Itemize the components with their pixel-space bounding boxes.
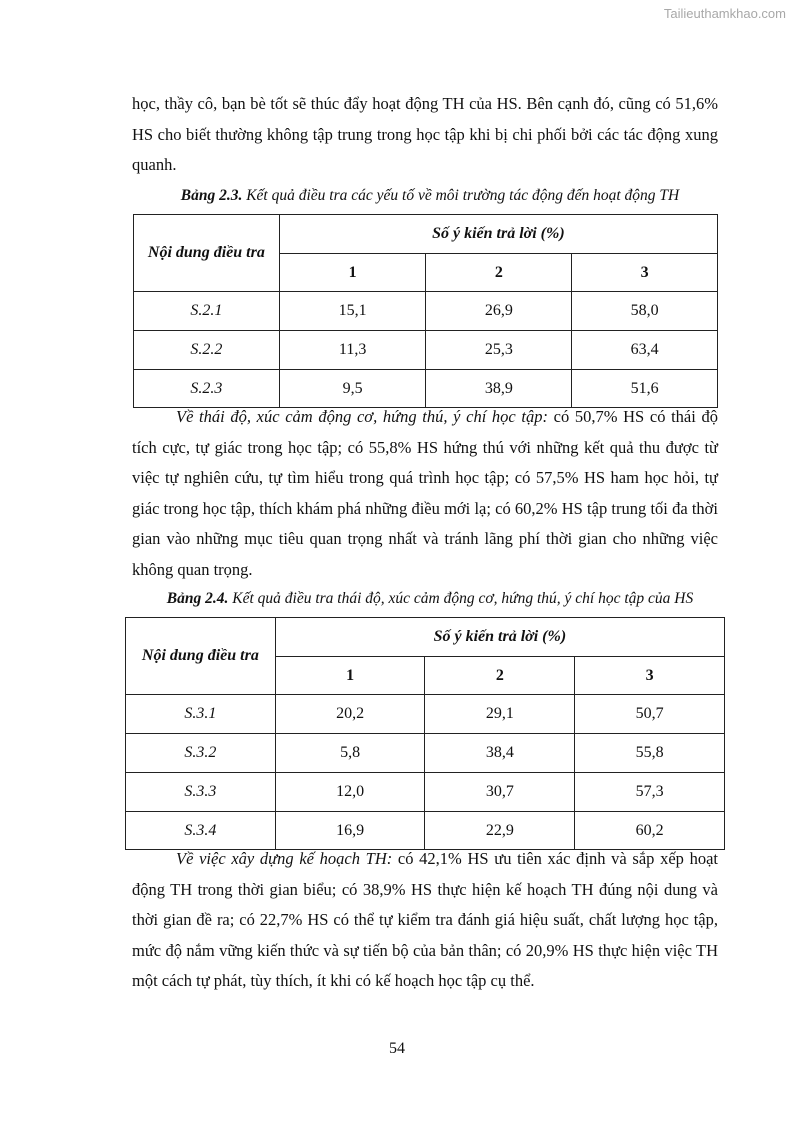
table-2-4-caption <box>100 589 760 609</box>
row-label: S.3.2 <box>126 734 276 773</box>
paragraph-planning <box>132 844 718 997</box>
page-number: 54 <box>389 1040 405 1057</box>
cell: 55,8 <box>575 734 725 773</box>
header-group: Số ý kiến trả lời (%) <box>275 618 724 657</box>
table-row <box>126 734 725 773</box>
row-label: S.3.4 <box>126 812 276 850</box>
header-group: Số ý kiến trả lời (%) <box>279 215 717 254</box>
cell: 16,9 <box>275 812 425 850</box>
row-label: S.3.1 <box>126 695 276 734</box>
cell: 38,4 <box>425 734 575 773</box>
caption-text: Kết quả điều tra các yếu tố về môi trường tác động đến hoạt động TH <box>242 187 680 204</box>
cell: 51,6 <box>572 370 718 408</box>
cell: 58,0 <box>572 292 718 331</box>
row-label: S.3.3 <box>126 773 276 812</box>
cell: 38,9 <box>426 370 572 408</box>
header-col-2: 2 <box>425 657 575 695</box>
caption-text: Kết quả điều tra thái độ, xúc cảm động cơ, hứng thú, ý chí học tập của HS <box>228 590 694 607</box>
row-label: S.2.1 <box>134 292 280 331</box>
paragraph-attitude <box>132 402 718 585</box>
header-content: Nội dung điều tra <box>126 618 276 695</box>
watermark: Tailieuthamkhao.com <box>663 6 786 21</box>
cell: 60,2 <box>575 812 725 850</box>
cell: 57,3 <box>575 773 725 812</box>
cell: 25,3 <box>426 331 572 370</box>
cell: 20,2 <box>275 695 425 734</box>
cell: 29,1 <box>425 695 575 734</box>
cell: 22,9 <box>425 812 575 850</box>
table-row <box>126 773 725 812</box>
cell: 5,8 <box>275 734 425 773</box>
paragraph-lead: Về việc xây dựng kế hoạch TH: <box>176 849 393 868</box>
cell: 63,4 <box>572 331 718 370</box>
cell: 30,7 <box>425 773 575 812</box>
table-2-4 <box>125 617 725 850</box>
cell: 26,9 <box>426 292 572 331</box>
header-col-1: 1 <box>275 657 425 695</box>
table-row <box>126 695 725 734</box>
cell: 50,7 <box>575 695 725 734</box>
paragraph-intro: học, thầy cô, bạn bè tốt sẽ thúc đẩy hoạt động TH của HS. Bên cạnh đó, cũng có 51,6% HS cho biết thường không tập trung trong học tập khi bị chi phối bởi các tác động xung quanh. <box>132 94 718 174</box>
cell: 9,5 <box>279 370 426 408</box>
table-2-3 <box>133 214 718 408</box>
header-col-3: 3 <box>575 657 725 695</box>
cell: 12,0 <box>275 773 425 812</box>
header-col-3: 3 <box>572 254 718 292</box>
table-row <box>134 292 718 331</box>
row-label: S.2.3 <box>134 370 280 408</box>
header-col-1: 1 <box>279 254 426 292</box>
table-2-3-caption <box>100 186 760 206</box>
paragraph-lead: Về thái độ, xúc cảm động cơ, hứng thú, ý chí học tập: <box>176 407 548 426</box>
caption-label: Bảng 2.4. <box>166 590 229 607</box>
header-col-2: 2 <box>426 254 572 292</box>
header-content: Nội dung điều tra <box>134 215 280 292</box>
cell: 15,1 <box>279 292 426 331</box>
caption-label: Bảng 2.3. <box>180 187 243 204</box>
paragraph-body: có 50,7% HS có thái độ tích cực, tự giác trong học tập; có 55,8% HS hứng thú với những kết quả thu được từ việc tự nghiên cứu, tự tìm hiểu trong quá trình học tập; có 57,5% HS ham học hỏi, tự giác trong học tập, thích khám phá những điều mới lạ; có 60,2% HS tập trung tối đa thời gian vào những mục tiêu quan trọng nhất và tránh lãng phí thời gian cho những việc không quan trọng. <box>132 407 718 579</box>
paragraph-body: có 42,1% HS ưu tiên xác định và sắp xếp hoạt động TH trong thời gian biểu; có 38,9% HS thực hiện kế hoạch TH đúng nội dung và thời gian đề ra; có 22,7% HS có thể tự kiểm tra đánh giá hiệu suất, chất lượng học tập, mức độ nắm vững kiến thức và sự tiến bộ của bản thân; có 20,9% HS thực hiện việc TH một cách tự phát, tùy thích, ít khi có kế hoạch học tập cụ thể. <box>132 849 718 990</box>
row-label: S.2.2 <box>134 331 280 370</box>
table-row <box>134 331 718 370</box>
cell: 11,3 <box>279 331 426 370</box>
